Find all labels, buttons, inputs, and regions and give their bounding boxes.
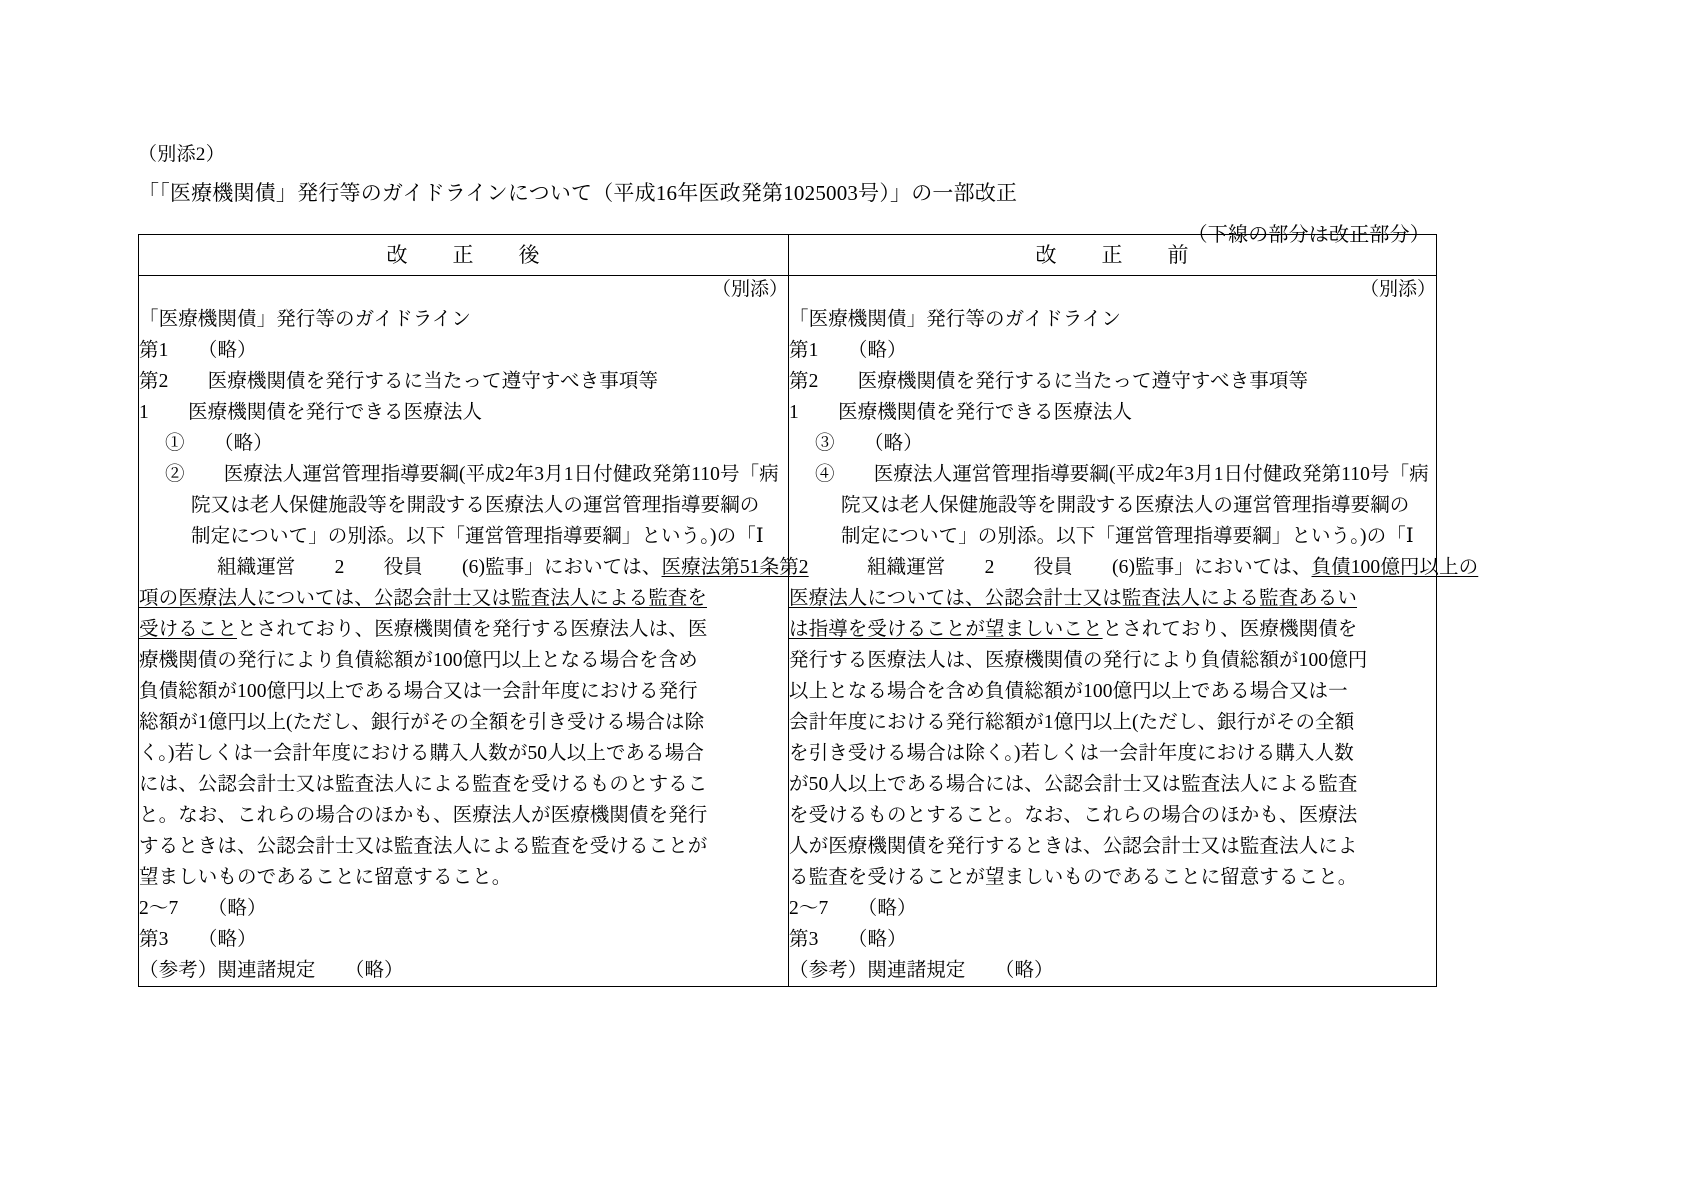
- body-line-9-before: を引き受ける場合は除く。)若しくは一会計年度における購入人数: [789, 743, 1354, 764]
- bessoe-mark-after: （別添）: [711, 279, 788, 300]
- table-body-row: [139, 276, 1437, 987]
- attachment-number: （別添2）: [138, 144, 226, 165]
- underline-legend-note: （下線の部分は改正部分）: [1187, 224, 1430, 246]
- body-line-10-before: が50人以上である場合には、公認会計士又は監査法人による監査: [789, 774, 1358, 795]
- column-header-after: 改 正 後: [139, 235, 789, 276]
- section-1-after: 第1 （略）: [139, 340, 257, 361]
- circled-item-b-line3-after: 制定について」の別添。以下「運営管理指導要綱」という。)の「Ⅰ: [191, 526, 764, 547]
- section-2-before: 第2 医療機関債を発行するに当たって遵守すべき事項等: [789, 371, 1309, 392]
- line4-prefix-after: 組織運営 2 役員 (6)監事」においては、: [217, 557, 662, 578]
- circled-item-b-line2-after: 院又は老人保健施設等を開設する医療法人の運営管理指導要綱の: [191, 495, 760, 516]
- bessoe-mark-before: （別添）: [1359, 279, 1436, 300]
- body-line-11-before: を受けるものとすること。なお、これらの場合のほかも、医療法: [789, 805, 1358, 826]
- section-2-after: 第2 医療機関債を発行するに当たって遵守すべき事項等: [139, 371, 659, 392]
- reference-line-before: （参考）関連諸規定 （略）: [789, 960, 1054, 981]
- body-line-11-after: と。なお、これらの場合のほかも、医療法人が医療機関債を発行: [139, 805, 708, 826]
- circled-item-b-line6-after: [139, 614, 788, 645]
- body-line-7-before: 以上となる場合を含め負債総額が100億円以上である場合又は一: [789, 681, 1348, 702]
- guideline-title-after: 「医療機関債」発行等のガイドライン: [139, 309, 472, 330]
- body-line-12-before: 人が医療機関債を発行するときは、公認会計士又は監査法人によ: [789, 836, 1358, 857]
- underline-segment-3-after: 受けること: [139, 619, 238, 640]
- item-1-after: 1 医療機関債を発行できる医療法人: [139, 402, 483, 423]
- column-body-after: [139, 276, 809, 987]
- underline-segment-2-after: 項の医療法人については、公認会計士又は監査法人による監査を: [139, 588, 708, 609]
- circled-item-b-line4-after: [139, 552, 809, 583]
- circled-item-b-line3-before: 制定について」の別添。以下「運営管理指導要綱」という。)の「Ⅰ: [841, 526, 1414, 547]
- circled-item-a-after: ① （略）: [165, 433, 273, 454]
- body-line-12-after: するときは、公認会計士又は監査法人による監査を受けることが: [139, 836, 708, 857]
- items-2-to-7-after: 2〜7 （略）: [139, 898, 267, 919]
- table-header-row: [139, 235, 1437, 276]
- circled-item-b-line2-before: 院又は老人保健施設等を開設する医療法人の運営管理指導要綱の: [841, 495, 1410, 516]
- body-line-13-after: 望ましいものであることに留意すること。: [139, 867, 512, 888]
- underline-segment-2-before: 医療法人については、公認会計士又は監査法人による監査あるい: [789, 588, 1358, 609]
- underline-segment-3-before: は指導を受けることが望ましいこと: [789, 619, 1103, 640]
- column-header-before: 改 正 前: [789, 235, 1437, 276]
- section-3-after: 第3 （略）: [139, 929, 257, 950]
- body-line-8-after: 総額が1億円以上(ただし、銀行がその全額を引き受ける場合は除: [139, 712, 705, 733]
- after-underline-text-after: とされており、医療機関債を発行する医療法人は、医: [237, 619, 708, 640]
- circled-item-b-line5-before: [789, 583, 1436, 614]
- section-1-before: 第1 （略）: [789, 340, 907, 361]
- body-line-10-after: には、公認会計士又は監査法人による監査を受けるものとするこ: [139, 774, 708, 795]
- reference-line-after: （参考）関連諸規定 （略）: [139, 960, 404, 981]
- body-line-7-after: 負債総額が100億円以上である場合又は一会計年度における発行: [139, 681, 698, 702]
- after-underline-text-before: とされており、医療機関債を: [1102, 619, 1358, 640]
- body-line-13-before: る監査を受けることが望ましいものであることに留意すること。: [789, 867, 1358, 888]
- body-line-6-after: 療機関債の発行により負債総額が100億円以上となる場合を含め: [139, 650, 698, 671]
- guideline-title-before: 「医療機関債」発行等のガイドライン: [789, 309, 1122, 330]
- underline-segment-1-before: 負債100億円以上の: [1311, 557, 1479, 578]
- circled-item-b-head-after: ② 医療法人運営管理指導要綱(平成2年3月1日付健政発第110号「病: [165, 464, 779, 485]
- body-line-8-before: 会計年度における発行総額が1億円以上(ただし、銀行がその全額: [789, 712, 1355, 733]
- item-1-before: 1 医療機関債を発行できる医療法人: [789, 402, 1133, 423]
- revision-comparison-table: [138, 234, 1479, 987]
- items-2-to-7-before: 2〜7 （略）: [789, 898, 917, 919]
- circled-item-b-line4-before: [789, 552, 1479, 583]
- underline-segment-1-after: 医療法第51条第2: [661, 557, 809, 578]
- section-3-before: 第3 （略）: [789, 929, 907, 950]
- column-body-before: [789, 276, 1479, 987]
- body-line-6-before: 発行する医療法人は、医療機関債の発行により負債総額が100億円: [789, 650, 1368, 671]
- circled-item-b-line6-before: [789, 614, 1436, 645]
- body-line-9-after: く。)若しくは一会計年度における購入人数が50人以上である場合: [139, 743, 704, 764]
- line4-prefix-before: 組織運営 2 役員 (6)監事」においては、: [867, 557, 1312, 578]
- circled-item-b-line5-after: [139, 583, 788, 614]
- circled-item-b-head-before: ④ 医療法人運営管理指導要綱(平成2年3月1日付健政発第110号「病: [815, 464, 1429, 485]
- circled-item-a-before: ③ （略）: [815, 433, 923, 454]
- page-title: 「「医療機関債」発行等のガイドラインについて（平成16年医政発第1025003号）」の一部改正: [138, 181, 1018, 205]
